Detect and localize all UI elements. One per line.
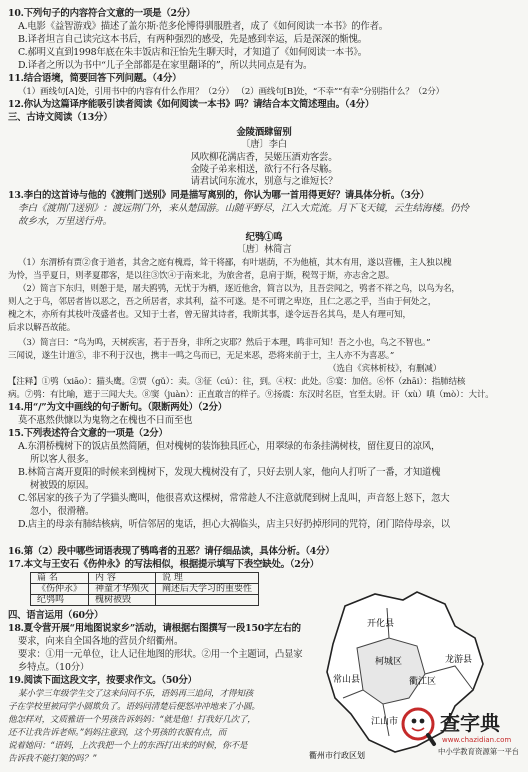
q15-option-d: D.店主的母亲有肺结核病，听信邻居的鬼话，担心大祸临头，店主只好扔掉形同的咒符，闭门陪侍母亲，以 [18,519,450,530]
table-cell: 《伤仲永》 [31,584,89,595]
face-eye-icon [420,719,425,724]
table-cell [156,595,259,606]
question-15: 15.下列表述符合文意的一项是（2分） [8,428,168,439]
question-17: 17.本文与王安石《伤仲永》的写法相似，根据提示填写下表空缺处。（2分） [8,559,319,570]
prose-para-1b: 为怜，当乎夏日，则孝夏郡客，是以往③饮④于南来北，为旅舍者，息肩于斯，税驾于斯，亦志舍之恩。 [8,271,395,281]
poem-author: 〔唐〕李白 [241,139,287,150]
map-label: 柯城区 [375,657,403,667]
q15-option-c-cont: 忽小，很滑稽。 [30,506,95,517]
question-16: 16.第（2）段中哪些词语表现了鸮鸣者的丑恶？请仔细品读，具体分析。（4分） [8,546,335,557]
poem-line-2: 金陵子弟来相送，欲行不行各尽觞。 [190,164,338,175]
option-a: A.电影《益智游戏》描述了盖尔斯·范多伦博得驯服胜者，成了《如何阅读一本书》的作者。 [18,21,388,32]
question-14: 14.用“/”为文中画线的句子断句。（限断两处）（2分） [8,402,227,413]
watermark-logo [400,700,518,762]
q15-option-b: B.林简言离开夏阳的时候来到槐树下，发现大槐树没有了，只好去别人家，他向人打听了一番，才知道槐 [18,467,441,478]
table-header-cell: 说 理 [156,573,259,584]
question-18-score: 乡特点。（10分） [18,662,90,673]
watermark-title: 查字典 [440,711,500,735]
table-cell: 神童才华殒灭 [89,584,156,595]
section-four-heading: 四、语言运用（60分） [8,610,104,621]
magnifier-handle-icon [428,735,434,744]
poem-title: 金陵酒肆留别 [236,127,292,138]
watermark-url: www.chazidian.com [442,736,512,744]
table-row [31,584,259,595]
question-13-poem-end: 故乡水，万里送行舟。 [18,216,112,227]
face-eye-icon [412,719,417,724]
story-line-3: 他怎样对，文质雅语一个男孩告诉妈妈：“就是他！打我好几次了， [8,715,256,725]
comparison-table [30,572,259,606]
prose-author: 〔唐〕林简言 [236,244,292,255]
prose-source: （选自《宾林析枝》，有删减） [328,364,442,374]
table-cell: 阐述后天学习的重要性 [156,584,259,595]
prose-para-3b: 三闻说，遂生计道⑤，非不利于汉也，携丰一鸣之鸟而已，无足来恶，恐将来前于士，主人亦不为喜恶。” [8,351,395,361]
question-13-poem: 李白《渡荆门送别》：渡远荆门外，来从楚国游。山随平野尽，江入大荒流。月下飞天镜，云生结海楼。仍怜 [18,203,469,214]
watermark-slogan: 中小学教育资源第一平台 [438,747,518,756]
map-caption: 衢州市行政区划 [309,751,365,760]
q15-option-c: C.邻居家的孩子为了学猫头鹰叫，他很喜欢这棵树，常常趁人不注意就爬到树上乱叫，声音怒上怒下，忽大 [18,493,450,504]
option-c: C.郝明义直到1998年底在朱丰饭店和汪怡先生聊天时，才知道了《如何阅读一本书》。 [18,47,367,58]
annotation-1: 【注释】①鸮（xiāo）：猫头鹰。②贾（gǔ）：卖。③征（cú）：往，到。④权：此处。⑤宴：加倍。⑥怀（zhāi）：指肺结核 [8,377,466,387]
story-line-5: 说着她问：“语妈，上次我把一个上的东西打出来的时候，你不是 [8,741,248,751]
story-line-6: 告诉我不能打架的吗？” [8,754,97,764]
map-label: 江山市 [371,717,399,727]
q15-option-b-cont: 树被毁的原因。 [30,480,95,491]
section-three-heading: 三、古诗文阅读（13分） [8,112,113,123]
map-label: 衢江区 [409,677,437,687]
question-11-parts: （1）画线句[A]处，引用书中的内容有什么作用？（2分） （2）画线句[B]处，“不幸”“有幸”分别指什么？（2分） [18,87,445,97]
site-watermark [400,700,518,762]
table-cell: 纪鸮鸣 [31,595,89,606]
option-b: B.译者坦言自己读完这本书后，有两种强烈的感受，先是感到幸运，后是深深的惭愧。 [18,34,367,45]
question-18: 18.夏令营开展“用地图说家乡”活动，请根据右图撰写一段150字左右的 [8,623,301,634]
prose-para-2d: 后求以解吾故能。 [8,323,76,333]
question-18-req: 要求：①用一元单位，让人记住地图的形状。②用一个主题词，凸显家 [18,649,303,660]
map-label: 龙游县 [445,655,473,665]
map-label: 开化县 [367,619,395,629]
question-10: 10.下列句子的内容符合文意的一项是（2分） [8,8,196,19]
prose-title: 纪鸮①鸣 [245,232,283,243]
table-row [31,595,259,606]
question-14-sentence: 莫不惠然供慷以为鬼物之在槐也不日而至也 [18,415,193,426]
prose-para-2c: 槐之木，亦所有其枝叶茂盛者也。又知于土者，曾无留其诗者，我斯其事，遂令远吾名其鸟，是人有理可知， [8,310,411,320]
prose-para-2a: （2）简言下东归，则憩于是，屠夫鸥鸮，无忧于为栖，逐近他舍，简言以为，且吾尝闻之，鸮者不祥之鸟，以鸟为名， [18,284,460,294]
question-13: 13.李白的这首诗与他的《渡荆门送别》同是描写离别的，你认为哪一首用得更好？请具体分析。（3分） [8,190,430,201]
table-cell: 槐树被毁 [89,595,156,606]
poem-line-1: 风吹柳花满店香，吴姬压酒劝客尝。 [190,152,338,163]
option-d: D.译者之所以为书中“儿子全部都是在家里翻译的”，所以共同点是有为。 [18,60,313,71]
q15-option-a: A.东渭桥槐树下的饭店虽然简陋，但对槐树的装饰独具匠心，用翠绿的布条挂满树枝，留住夏日的凉风， [18,441,441,452]
question-18-cont: 要求，向来自全国各地的营员介绍衢州。 [18,636,184,647]
prose-para-1a: （1）东渭桥有贾②食于道者，其舍之庭有槐焉，耸干将鄙，有叶堪荫，不为他植，其木有用，遂以营栅，主人独以槐 [18,258,452,268]
question-12: 12.你认为这篇译序能吸引读者阅读《如何阅读一本书》吗？请结合本文简述理由。（4分） [8,99,374,110]
question-19: 19.阅读下面这段文字，按要求作文。（50分） [8,675,197,686]
map-label: 常山县 [333,675,361,685]
table-header-cell: 篇 名 [31,573,89,584]
poem-line-3: 请君试问东流水，别意与之谁短长？ [190,176,338,187]
q15-option-a-cont: 所以客人很多。 [30,454,95,465]
prose-para-2b: 则人之于鸟，邻居者皆以恶之，吾之所居者，求其利，益不可遂。是不可谓之卑迩，且仁之恶之乎，当由于何处之， [8,297,437,307]
story-line-4: 还不让我告诉老师。”妈妈注意到，这个男孩的衣服有点，而 [8,728,227,738]
story-line-2: 子在学校里被同学小圆欺负了。语妈问清楚后便怒冲冲地来了小圆。 [8,702,260,712]
table-header-cell: 内 容 [89,573,156,584]
annotation-2: 病。⑦鸮：有比喻，遮于三闻大夫。⑧窦（juàn）：正直敢言的样子。⑨扬震：东汉时名臣，官至太尉。讦（xù）嗔（mò）：大计。 [8,390,494,400]
story-line-1: 某小学三年级学生交了这来问问不乐，语妈再三追问，才得知孩 [18,689,254,699]
prose-para-3a: （3）简言曰：“鸟为鸣，天树疾害，若于吾身，非所之灾耶？然后于本理，鸣非可知！吾之小也，鸟之不智也。” [18,338,431,348]
table-header-row [31,573,259,584]
question-11: 11.结合语境，简要回答下列问题。（4分） [8,73,182,84]
